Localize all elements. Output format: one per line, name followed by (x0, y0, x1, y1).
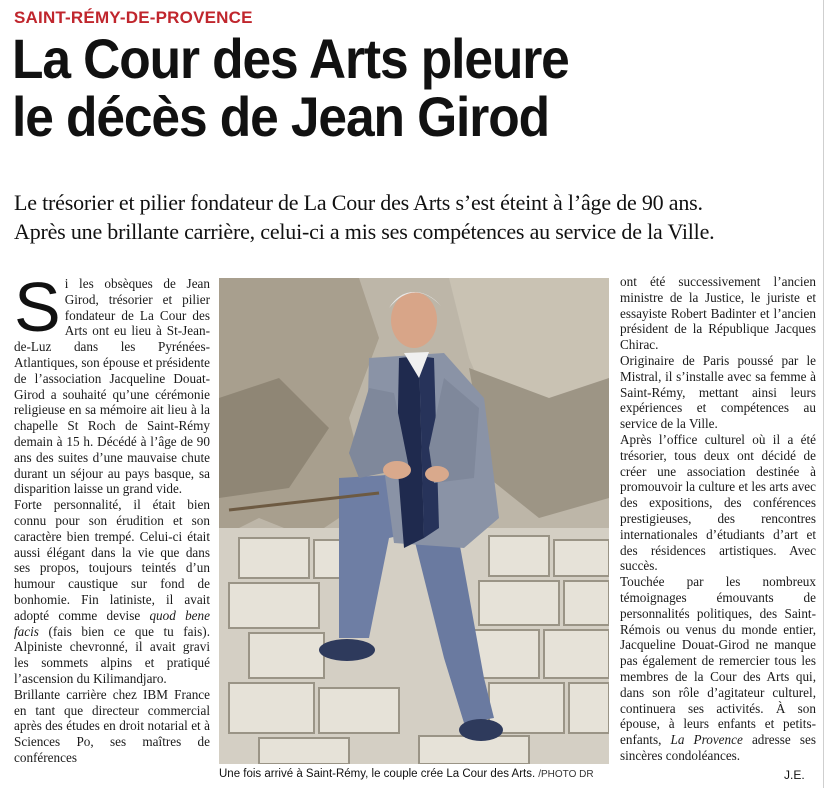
photo-man-seated-on-stone-wall (219, 278, 609, 764)
drop-cap: S (14, 268, 61, 346)
paragraph-2-text: Forte personnalité, il était bien connu pour son érudition et son caractère bien trempé. Celui-ci était aussi élégant dans la vie que dans ses propos, toujours teintés d’un humour caustique sur fond de bonhomie. Fin latiniste, il avait adopté comme devise (14, 497, 210, 623)
paragraph-7-text-end: adresse ses sincères condoléances. (620, 732, 816, 763)
paragraph-2-text-end: (fais bien ce que tu fais). Alpiniste chevronné, il avait gravi les sommets alpins et pratiqué l’ascension du Kilimandjaro. (14, 623, 210, 686)
paragraph-6: Après l’office culturel où il a été trésorier, tous deux ont décidé de créer une association destinée à promouvoir la culture et les arts avec des expositions, des conférences prestigieuses, des rencontres internationales d’étudiants d’art et des résidences artistiques. Avec succès. (620, 431, 816, 574)
article-column-right (620, 274, 816, 764)
article-photo (219, 278, 609, 764)
article-column-left (14, 268, 210, 766)
photo-caption (219, 768, 594, 780)
author-signature: J.E. (784, 768, 805, 782)
page-edge-divider (823, 0, 824, 788)
standfirst-line-1: Le trésorier et pilier fondateur de La Cour des Arts s’est éteint à l’âge de 90 ans. (14, 190, 703, 215)
paragraph-1-text: i les obsèques de Jean Girod, trésorier et pilier fondateur de La Cour des Arts ont eu lieu à St-Jean-de-Luz dans les Pyrénées-Atlantiques, son épouse et présidente de l’association Jacqueline Douat-Girod a souhaité qu’une cérémonie religieuse en sa mémoire ait lieu à la chapelle St Roch de Saint-Rémy demain à 15 h. Décédé à l’âge de 90 ans des suites d’une mauvaise chute durant un séjour au pays basque, sa disparition laisse un grand vide. (14, 276, 210, 497)
headline-line-2: le décès de Jean Girod (12, 85, 549, 148)
photo-credit: /PHOTO DR (538, 769, 594, 780)
paragraph-3: Brillante carrière chez IBM France en tant que directeur commercial après des études en droit notarial et à Sciences Po, ses maîtres de conférences (14, 686, 210, 765)
caption-text: Une fois arrivé à Saint-Rémy, le couple crée La Cour des Arts. (219, 768, 536, 780)
latin-motto: quod bene facis (14, 607, 210, 639)
headline (12, 27, 748, 148)
section-kicker: SAINT-RÉMY-DE-PROVENCE (14, 8, 253, 27)
paragraph-4: ont été successivement l’ancien ministre de la Justice, le juriste et essayiste Robert Badinter et l’ancien président de la République Jacques Chirac. (620, 274, 816, 353)
standfirst-line-2: Après une brillante carrière, celui-ci a mis ses compétences au service de la Ville. (14, 219, 715, 244)
paragraph-5: Originaire de Paris poussé par le Mistral, il s’installe avec sa femme à Saint-Rémy, mettant ainsi leurs expériences et compétences au service de la Ville. (620, 352, 816, 432)
paragraph-2 (14, 497, 210, 687)
newspaper-name: La Provence (670, 732, 743, 748)
paragraph-1 (14, 268, 210, 497)
paragraph-7-text: Touchée par les nombreux témoignages émouvants de personnalités politiques, des Saint-Rémois ou venus du monde entier, Jacqueline Douat-Girod ne manque pas également de remercier tous les membres de la Cour des Arts qui, dans son rôle d’agitateur culturel, continuera ses activités. À son épouse, à leurs enfants et petits-enfants, (620, 574, 816, 748)
standfirst (14, 188, 814, 246)
headline-line-1: La Cour des Arts pleure (12, 27, 569, 90)
paragraph-7 (620, 574, 816, 764)
